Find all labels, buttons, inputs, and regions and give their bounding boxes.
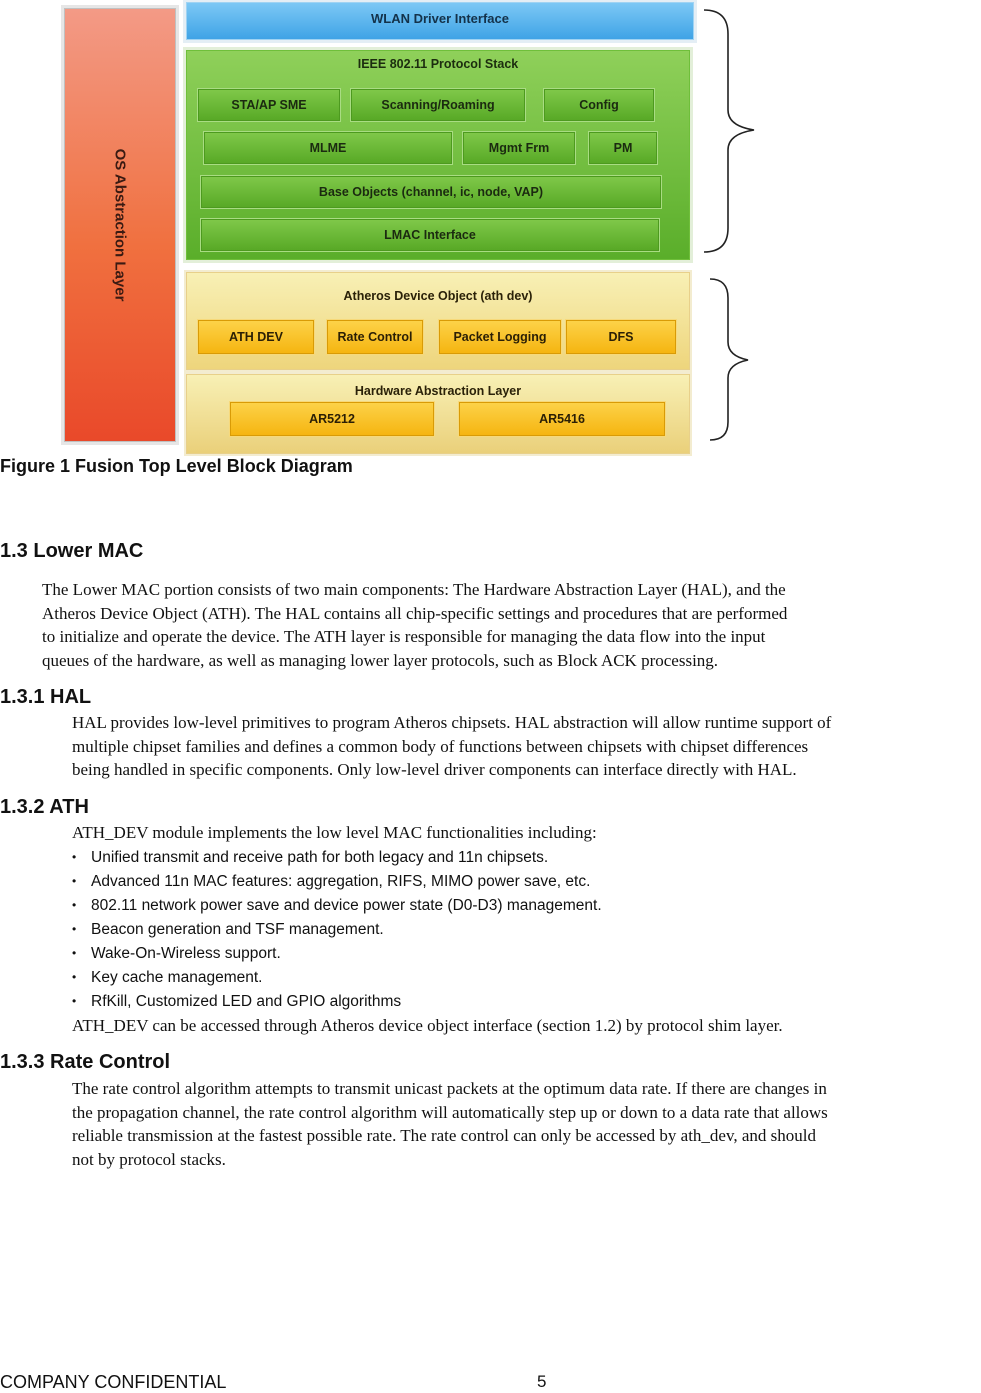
page-number: 5 (537, 1372, 547, 1391)
hardware-abstraction-layer-title: Hardware Abstraction Layer (354, 384, 522, 398)
ath-feature-list (72, 846, 602, 1014)
bullet-icon: • (72, 898, 77, 912)
bullet-icon: • (72, 946, 77, 960)
ath-heading: 1.3.2 ATH (0, 796, 89, 818)
lower-mac-paragraph (42, 578, 787, 672)
paragraph-line: ATH_DEV module implements the low level MAC functionalities including: (72, 823, 597, 842)
rate-control-block: Rate Control (326, 319, 424, 355)
list-item (72, 966, 602, 990)
dfs-block: DFS (565, 319, 677, 355)
hal-heading: 1.3.1 HAL (0, 686, 92, 708)
paragraph-line: The rate control algorithm attempts to transmit unicast packets at the optimum data rate. If there are changes in (72, 1079, 827, 1098)
list-item (72, 846, 602, 870)
paragraph-line: not by protocol stacks. (72, 1149, 226, 1169)
ath-outro (72, 1014, 783, 1038)
bullet-icon: • (72, 922, 77, 936)
bullet-icon: • (72, 874, 77, 888)
scanning-roaming-block: Scanning/Roaming (350, 88, 526, 122)
ath-dev-block: ATH DEV (197, 319, 315, 355)
rate-control-heading: 1.3.3 Rate Control (0, 1051, 171, 1073)
list-item (72, 894, 602, 918)
ath-intro (72, 821, 597, 845)
list-item-text: Wake-On-Wireless support. (91, 945, 281, 962)
pm-block: PM (588, 131, 658, 165)
list-item-text: Advanced 11n MAC features: aggregation, RIFS, MIMO power save, etc. (91, 873, 591, 890)
sta-ap-sme-block: STA/AP SME (197, 88, 341, 122)
os-abstraction-layer-block (64, 8, 176, 442)
ar5416-block: AR5416 (458, 401, 666, 437)
lmac-interface-block: LMAC Interface (200, 218, 660, 252)
list-item (72, 990, 602, 1014)
lower-brace (700, 276, 760, 444)
ar5212-block: AR5212 (229, 401, 435, 437)
bullet-icon: • (72, 994, 77, 1008)
protocol-stack-block (186, 50, 690, 260)
list-item (72, 942, 602, 966)
atheros-device-object-block (186, 272, 690, 370)
hardware-abstraction-layer-block (186, 374, 690, 454)
lower-mac-heading: 1.3 Lower MAC (0, 540, 144, 562)
mlme-block: MLME (203, 131, 453, 165)
list-item-text: Unified transmit and receive path for both legacy and 11n chipsets. (91, 849, 549, 866)
paragraph-line: HAL provides low-level primitives to program Atheros chipsets. HAL abstraction will allow runtime support of (72, 713, 832, 732)
list-item-text: RfKill, Customized LED and GPIO algorithms (91, 993, 402, 1010)
paragraph-line: the propagation channel, the rate control algorithm will automatically step up or down to a data rate that allows (72, 1102, 828, 1122)
bullet-icon: • (72, 970, 77, 984)
paragraph-line: to initialize and operate the device. The ATH layer is responsible for managing the data flow into the input (42, 627, 766, 646)
base-objects-block: Base Objects (channel, ic, node, VAP) (200, 175, 662, 209)
config-block: Config (543, 88, 655, 122)
os-abstraction-layer-label: OS Abstraction Layer (111, 148, 129, 302)
block-diagram (0, 0, 981, 460)
bullet-icon: • (72, 850, 77, 864)
paragraph-line: multiple chipset families and defines a common body of functions between chipsets with chipset differences (72, 736, 809, 756)
paragraph-line: reliable transmission at the fastest possible rate. The rate control can only be accessed by ath_dev, and should (72, 1126, 816, 1145)
paragraph-line: The Lower MAC portion consists of two main components: The Hardware Abstraction Layer (HAL), and the (42, 580, 786, 599)
upper-brace (700, 6, 760, 258)
list-item (72, 870, 602, 894)
atheros-device-object-title: Atheros Device Object (ath dev) (343, 289, 533, 303)
list-item-text: Beacon generation and TSF management. (91, 921, 384, 938)
mgmt-frm-block: Mgmt Frm (462, 131, 576, 165)
wlan-driver-interface-label: WLAN Driver Interface (371, 11, 509, 26)
company-confidential-footer: COMPANY CONFIDENTIAL (0, 1372, 227, 1392)
list-item-text: 802.11 network power save and device power state (D0-D3) management. (91, 897, 602, 914)
protocol-stack-title: IEEE 802.11 Protocol Stack (357, 57, 519, 71)
rate-control-paragraph (72, 1077, 828, 1171)
paragraph-line: being handled in specific components. Only low-level driver components can interface directly with HAL. (72, 760, 797, 779)
paragraph-line: ATH_DEV can be accessed through Atheros device object interface (section 1.2) by protocol shim layer. (72, 1016, 783, 1035)
paragraph-line: queues of the hardware, as well as managing lower layer protocols, such as Block ACK processing. (42, 650, 719, 670)
hal-paragraph (72, 711, 831, 782)
list-item-text: Key cache management. (91, 969, 263, 986)
list-item (72, 918, 602, 942)
wlan-driver-interface-block (186, 2, 694, 40)
figure-caption: Figure 1 Fusion Top Level Block Diagram (0, 456, 353, 476)
packet-logging-block: Packet Logging (438, 319, 562, 355)
paragraph-line: Atheros Device Object (ATH). The HAL contains all chip-specific settings and procedures that are performed (42, 603, 788, 623)
